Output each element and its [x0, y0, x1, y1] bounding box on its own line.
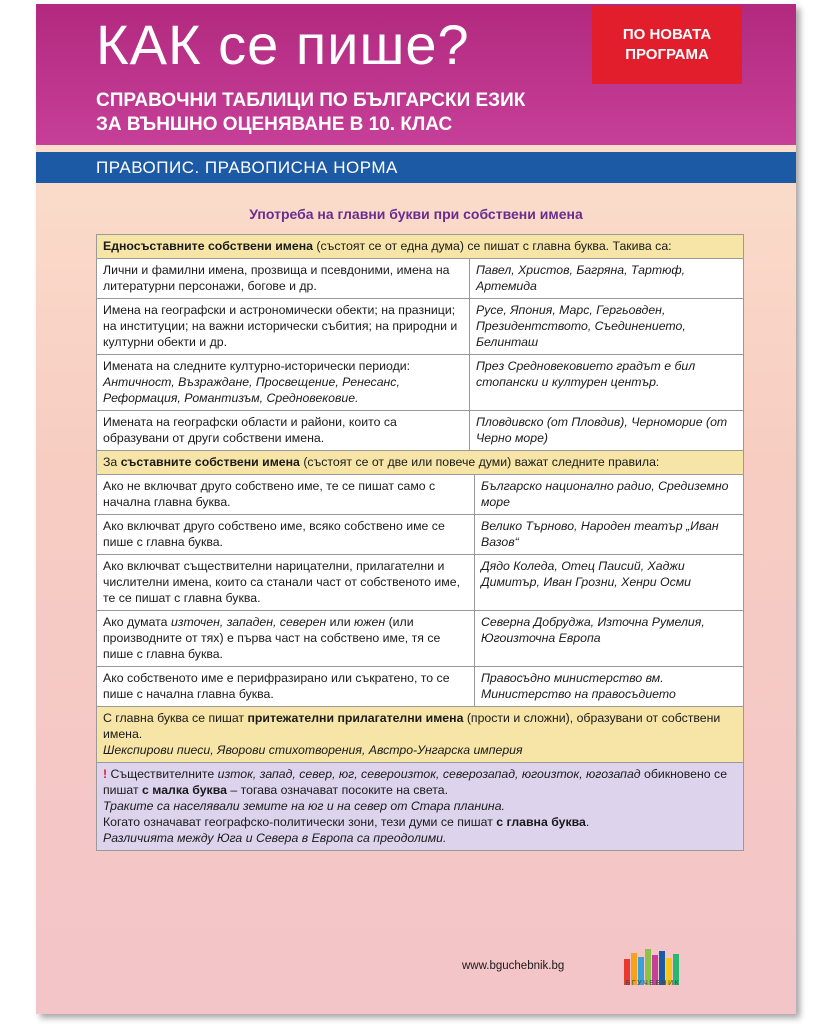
example-cell: Северна Добруджа, Източна Румелия, Югоизточна Европа [481, 615, 705, 645]
note-text: – тогава означават посоките на света. [226, 783, 448, 797]
possessive-example: Шекспирови пиеси, Яворови стихотворения, Австро-Унгарска империя [103, 743, 523, 757]
table-row [97, 355, 743, 411]
rule-text: Имената на следните културно-исторически периоди: [103, 359, 411, 373]
possessive-text: С главна буква се пишат [103, 711, 248, 725]
intro-bold: Едносъставните собствени имена [103, 239, 313, 253]
rule-text: Ако думата [103, 615, 171, 629]
note-text: Когато означават географско-политически зони, тези думи се пишат [103, 815, 497, 829]
example-cell: Пловдивско (от Пловдив), Черноморие (от Черно море) [476, 415, 728, 445]
rule-italic: южен [353, 615, 386, 629]
book-subtitle [96, 89, 525, 137]
note-text: Съществителните [107, 767, 218, 781]
note-text: . [585, 815, 590, 829]
rule-text: (или производните от тях) е първа част на собствено име, тя се пише с главна буква. [103, 615, 441, 661]
capital-letters-table [96, 234, 744, 851]
note-example: Различията между Юга и Севера в Европа са преодолими. [103, 831, 447, 845]
book-title: КАК се пише? [96, 13, 470, 76]
section-title: ПРАВОПИС. ПРАВОПИСНА НОРМА [96, 158, 398, 177]
rule-cell: Ако собственото име е перифразирано или съкратено, то се пише с начална главна буква. [97, 667, 475, 706]
rule-cell: Ако включват друго собствено име, всяко собствено име се пише с главна буква. [97, 515, 475, 554]
example-cell: През Средновековието градът е бил стопански и културен център. [476, 359, 696, 389]
table-row [97, 259, 743, 299]
subtitle-line-2: ЗА ВЪНШНО ОЦЕНЯВАНЕ В 10. КЛАС [96, 114, 453, 135]
page-cover [36, 4, 796, 1014]
intro-text: За [103, 455, 121, 469]
note-example: Траките са населявали земите на юг и на север от Стара планина. [103, 799, 505, 813]
example-cell: Българско национално радио, Средиземно море [481, 479, 729, 509]
badge-line-2: ПРОГРАМА [625, 46, 709, 63]
publisher-logo-text: БГУЧЕБНИК [625, 980, 681, 987]
section-bar [36, 152, 796, 183]
example-cell: Русе, Япония, Марс, Гергьовден, Президентството, Съединението, Белинташ [476, 303, 686, 349]
example-cell: Правосъдно министерство вм. Министерство на правосъдието [481, 671, 676, 701]
possessive-text: (прости и сложни), образувани от собствени имена. [103, 711, 721, 741]
possessive-row [97, 707, 743, 763]
rule-cell: Имената на географски области и райони, които са образувани от други собствени имена. [97, 411, 470, 450]
intro-text: (състоят се от две или повече думи) важат следните правила: [299, 455, 660, 469]
subtitle-line-1: СПРАВОЧНИ ТАБЛИЦИ ПО БЪЛГАРСКИ ЕЗИК [96, 90, 526, 111]
table-title: Употреба на главни букви при собствени имена [249, 206, 583, 222]
table-row [97, 667, 743, 707]
example-cell: Павел, Христов, Багряна, Тартюф, Артемида [476, 263, 686, 293]
note-text: обикновено се пишат [103, 767, 728, 797]
possessive-bold: притежателни прилагателни имена [247, 711, 464, 725]
rule-text: или [326, 615, 354, 629]
table-row [97, 515, 743, 555]
note-row [97, 763, 743, 850]
note-bold: с малка буква [142, 783, 227, 797]
new-program-badge [592, 6, 742, 84]
table-row [97, 411, 743, 451]
example-cell: Велико Търново, Народен театър „Иван Вазов“ [481, 519, 719, 549]
intro-bold: съставните собствени имена [120, 455, 300, 469]
badge-line-1: ПО НОВАТА [622, 26, 712, 43]
example-cell: Дядо Коледа, Отец Паисий, Хаджи Димитър, Иван Грозни, Хенри Осми [481, 559, 692, 589]
compound-name-intro-row [97, 451, 743, 475]
rule-italic: Античност, Възраждане, Просвещение, Ренесанс, Реформация, Романтизъм, Средновековие. [103, 375, 400, 405]
table-row [97, 299, 743, 355]
rule-cell: Ако не включват друго собствено име, те се пишат само с начална главна буква. [97, 475, 475, 514]
rule-cell: Имена на географски и астрономически обекти; на празници; на институции; на важни исторически събития; на природни и културни обекти и др. [97, 299, 470, 354]
rule-cell [97, 355, 470, 410]
table-row [97, 555, 743, 611]
single-name-intro-row [97, 235, 743, 259]
table-row [97, 475, 743, 515]
note-italic: изток, запад, север, юг, североизток, северозапад, югоизток, югозапад [217, 767, 641, 781]
table-row [97, 611, 743, 667]
warning-icon: ! [103, 767, 108, 781]
header [36, 4, 796, 145]
rule-cell [97, 611, 475, 666]
publisher-url: www.bguchebnik.bg [462, 960, 565, 972]
rule-cell: Лични и фамилни имена, прозвища и псевдоними, имена на литературни персонажи, богове и др. [97, 259, 470, 298]
intro-text: (състоят се от една дума) се пишат с главна буква. Такива са: [313, 239, 672, 253]
rule-cell: Ако включват съществителни нарицателни, прилагателни и числителни имена, които са станали част от собственото име, те се пишат с главна буква. [97, 555, 475, 610]
note-bold: с главна буква [496, 815, 586, 829]
rule-italic: източен, западен, северен [170, 615, 327, 629]
